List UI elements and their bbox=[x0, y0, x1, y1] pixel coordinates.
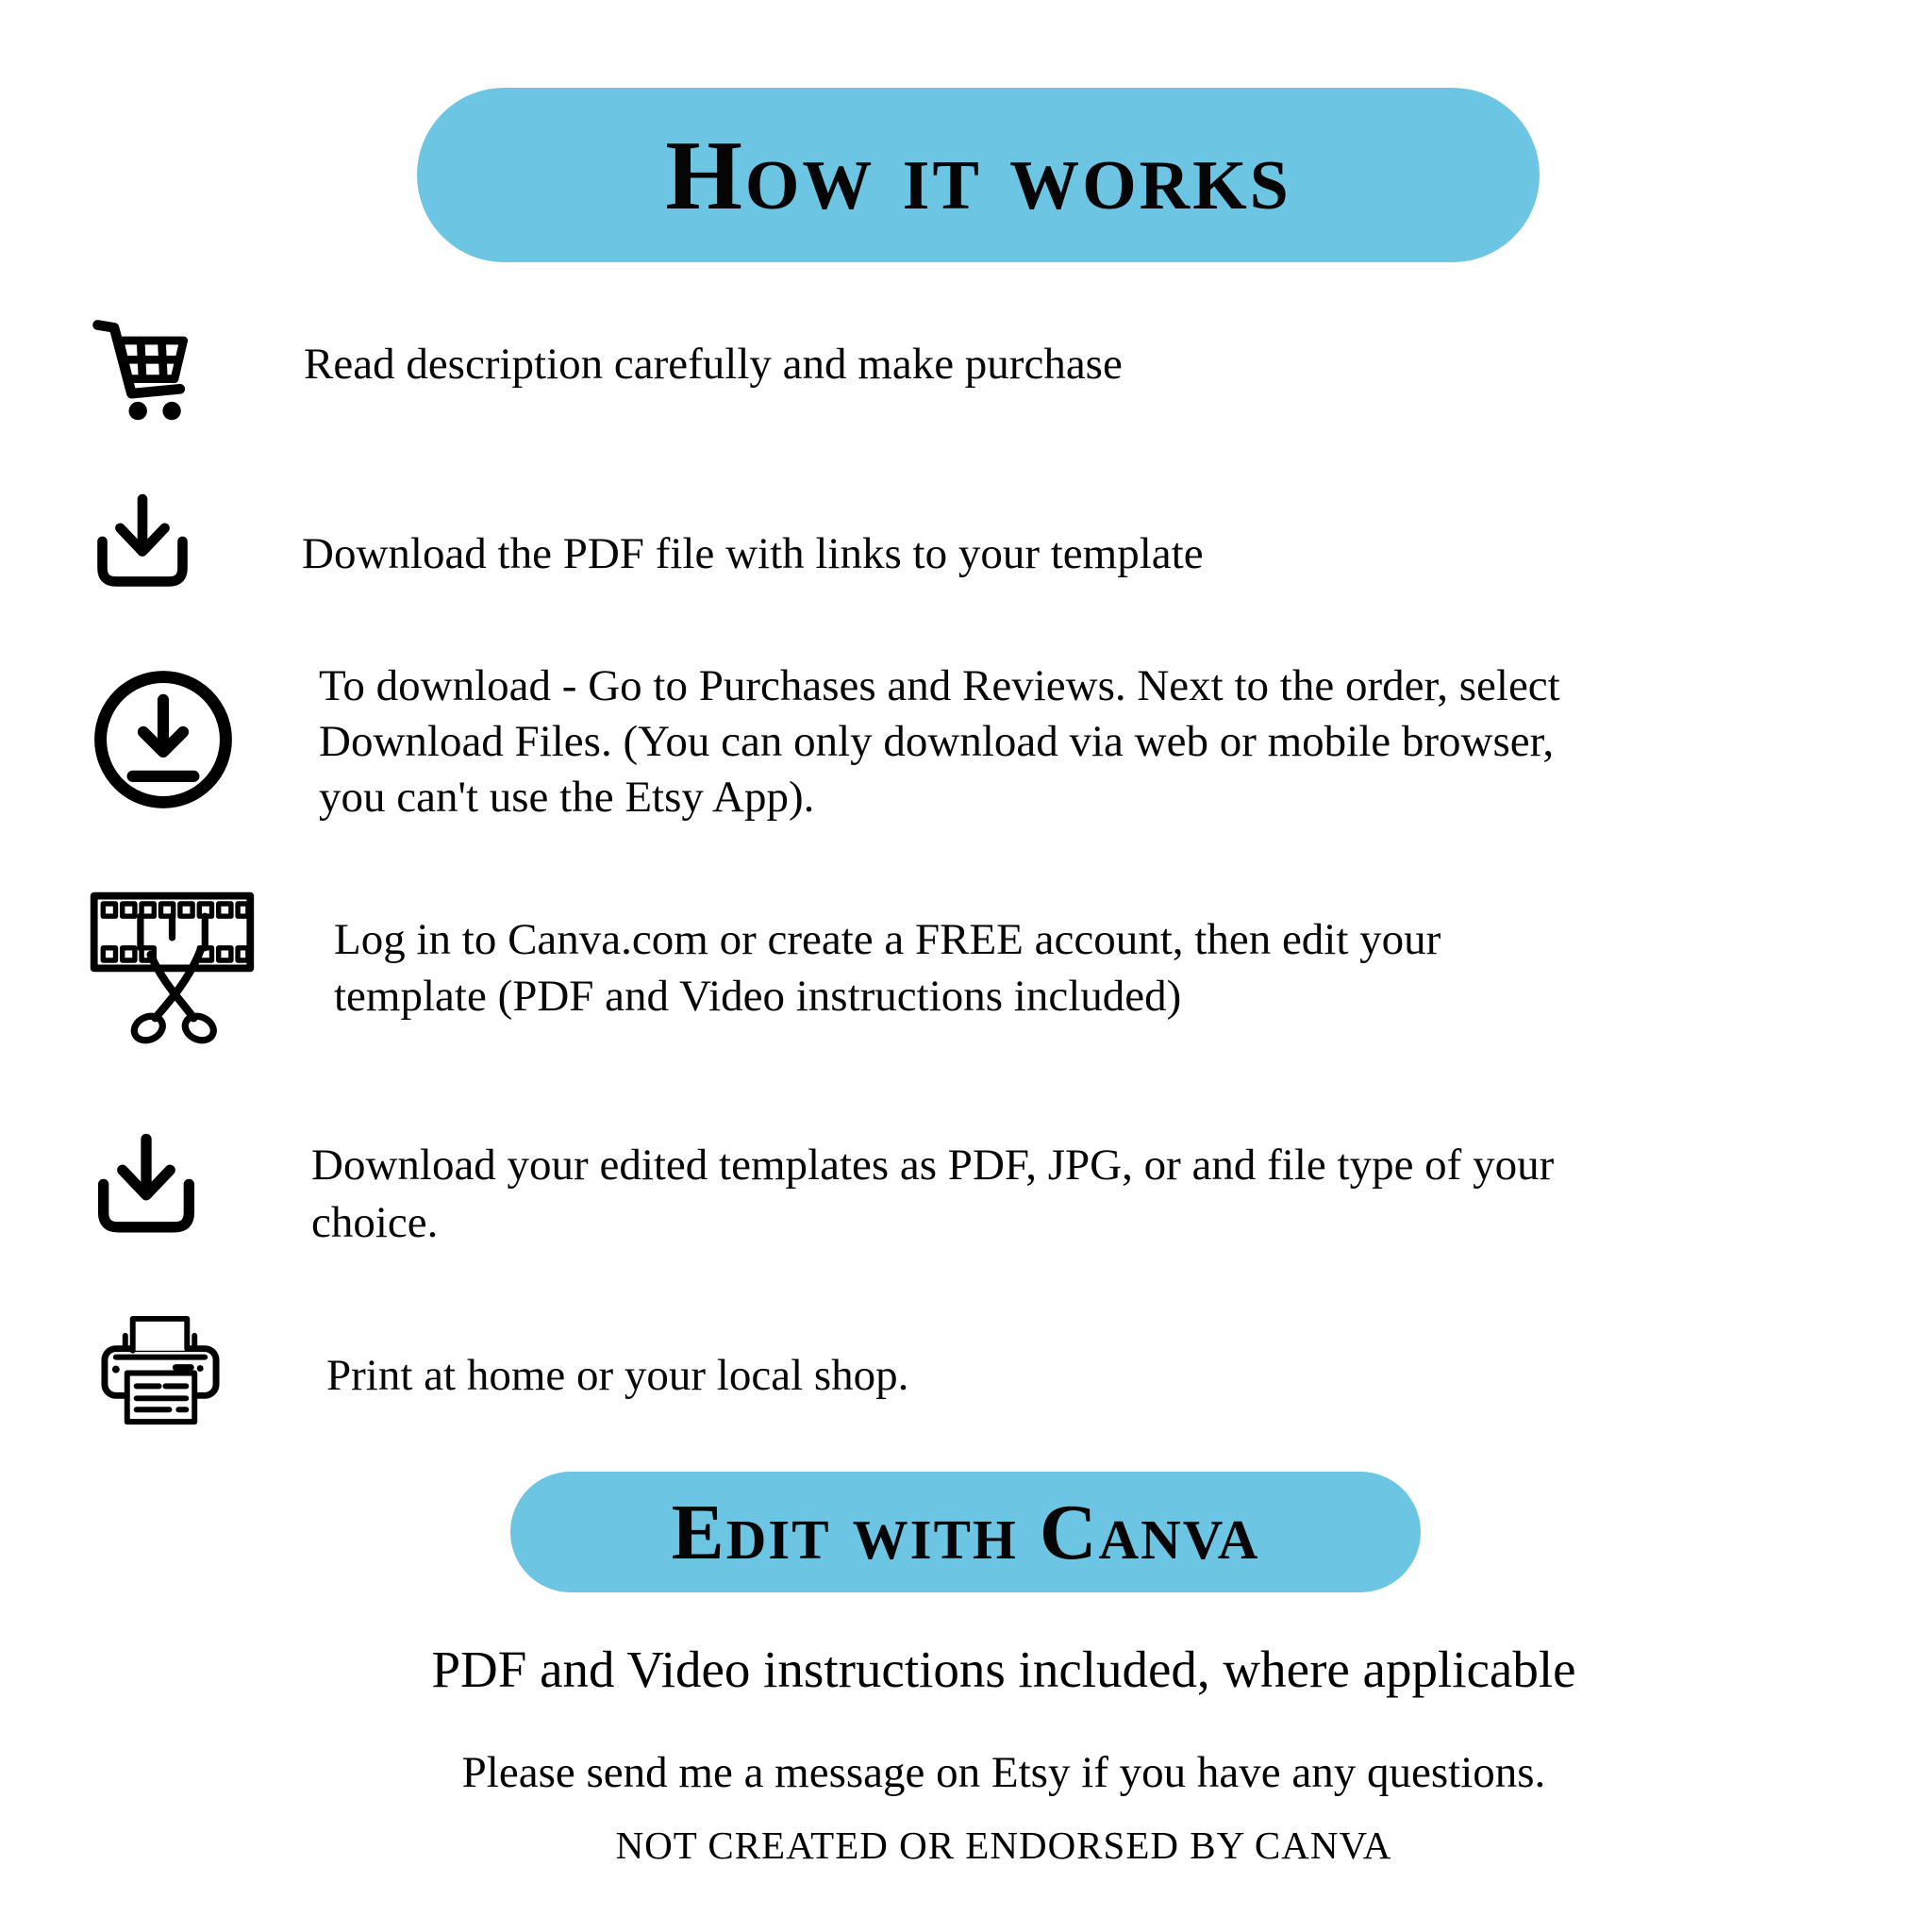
step-text-line: To download - Go to Purchases and Reviews. Next to the order, select bbox=[319, 661, 1560, 710]
footer-instructions-note: PDF and Video instructions included, where applicable bbox=[431, 1641, 1576, 1698]
shopping-cart-icon bbox=[85, 309, 204, 428]
download-circle-icon bbox=[87, 663, 240, 816]
step-5-text bbox=[311, 1137, 1554, 1252]
step-text-line: you can't use the Etsy App). bbox=[319, 773, 815, 822]
download-icon bbox=[87, 1132, 206, 1251]
title-banner bbox=[417, 88, 1540, 262]
step-text-line: Download your edited templates as PDF, JPG, or and file type of your bbox=[311, 1141, 1555, 1190]
step-2-text bbox=[302, 525, 1204, 582]
download-icon bbox=[87, 492, 198, 604]
printer-icon bbox=[83, 1311, 238, 1438]
step-text-line: Print at home or your local shop. bbox=[326, 1351, 909, 1400]
step-text-line: template (PDF and Video instructions included) bbox=[334, 972, 1182, 1021]
step-6-text bbox=[326, 1347, 908, 1404]
page-title: How it works bbox=[665, 120, 1291, 230]
footer-disclaimer: NOT CREATED OR ENDORSED BY CANVA bbox=[615, 1824, 1392, 1867]
step-3-text bbox=[319, 658, 1560, 825]
step-text-line: choice. bbox=[311, 1198, 439, 1247]
step-text-line: Download the PDF file with links to your template bbox=[302, 529, 1204, 578]
step-1-text bbox=[304, 336, 1123, 392]
step-text-line: Download Files. (You can only download via web or mobile browser, bbox=[319, 717, 1555, 766]
step-text-line: Read description carefully and make purchase bbox=[304, 340, 1123, 389]
film-scissors-icon bbox=[85, 887, 259, 1057]
step-text-line: Log in to Canva.com or create a FREE account, then edit your bbox=[334, 915, 1441, 964]
edit-banner bbox=[510, 1472, 1421, 1592]
edit-banner-title: Edit with Canva bbox=[671, 1488, 1260, 1576]
footer-contact-note: Please send me a message on Etsy if you have any questions. bbox=[461, 1748, 1546, 1797]
step-4-text bbox=[334, 911, 1441, 1024]
